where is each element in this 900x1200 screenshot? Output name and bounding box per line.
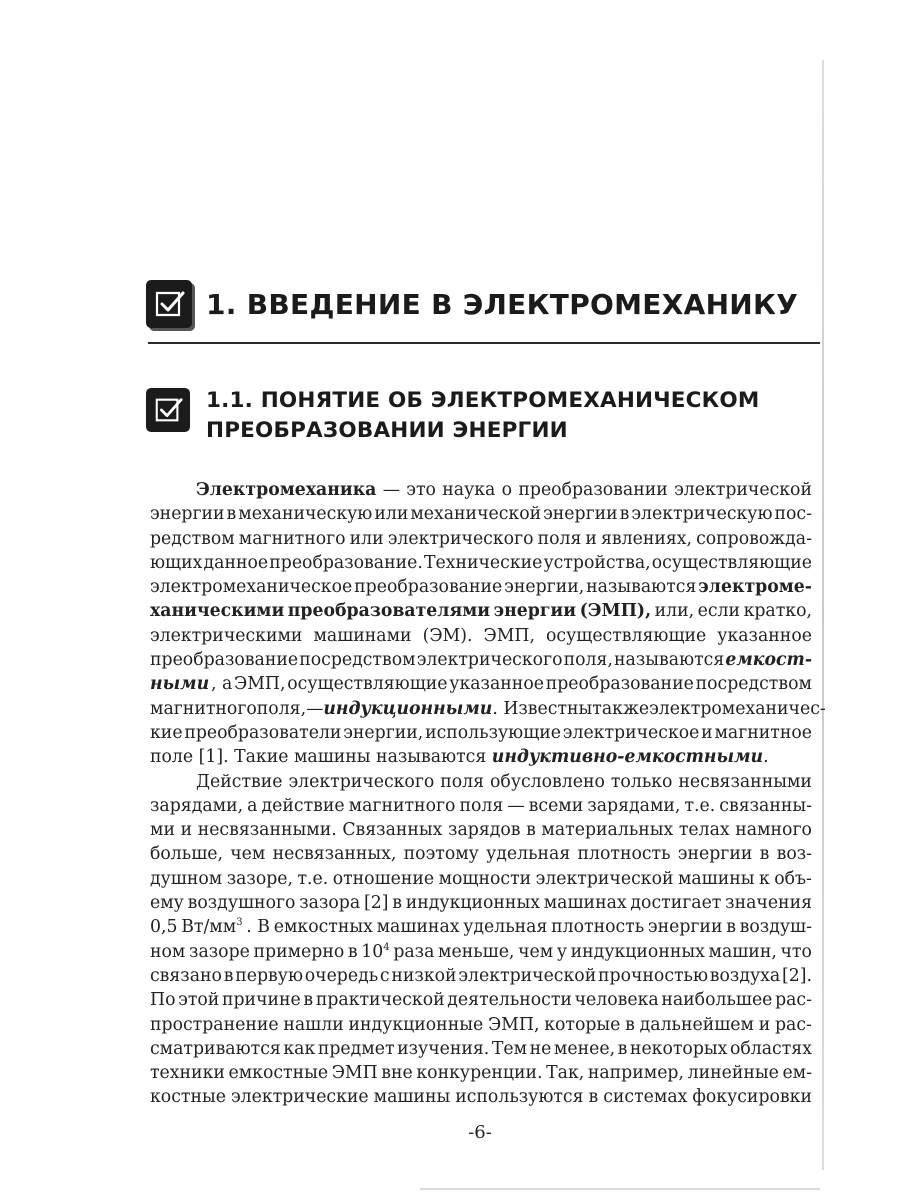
word: зарядов xyxy=(448,820,521,841)
word: Электромеханика xyxy=(196,480,377,500)
word: (ЭМ). xyxy=(422,625,473,646)
word: техники xyxy=(150,1063,225,1084)
word: плотность xyxy=(577,844,671,865)
word: пос- xyxy=(774,504,812,525)
word: кие xyxy=(150,722,183,743)
word: Тем xyxy=(491,1038,528,1059)
word: мощности xyxy=(438,868,532,889)
word: плотность xyxy=(551,917,645,938)
word: . xyxy=(763,747,769,768)
word: поля, xyxy=(256,698,307,719)
word: очередь xyxy=(304,965,379,986)
chapter-heading xyxy=(146,276,822,332)
word: связанны- xyxy=(719,795,812,816)
word: или xyxy=(349,528,384,549)
word: ном xyxy=(150,941,186,962)
word: воздуха xyxy=(709,965,781,986)
word: фокусировки xyxy=(692,1087,812,1108)
word: преобразование xyxy=(150,650,299,671)
word: конкуренции. xyxy=(416,1063,543,1084)
superscript: 4 xyxy=(383,941,390,953)
word: предмет xyxy=(317,1038,395,1059)
word: [2] xyxy=(363,893,389,914)
word: намного xyxy=(735,820,812,841)
word: (ЭМП), xyxy=(579,601,652,622)
text-line xyxy=(150,988,812,1012)
word: электрическими xyxy=(150,625,303,646)
word: несвязанными. xyxy=(197,820,337,841)
word: указанное xyxy=(449,674,544,695)
word: ему xyxy=(150,893,184,914)
word: магнитного xyxy=(150,698,257,719)
word: с xyxy=(379,965,390,986)
word: индукционных xyxy=(405,893,540,914)
section-heading xyxy=(146,386,822,446)
word: или xyxy=(374,504,409,525)
word: поэтому xyxy=(403,844,479,865)
word: практической xyxy=(315,990,445,1011)
word: преобразователями xyxy=(287,601,491,622)
section-title-line: ПРЕОБРАЗОВАНИИ ЭНЕРГИИ xyxy=(206,418,568,443)
word: пространение xyxy=(150,1014,279,1035)
word: По xyxy=(150,990,176,1011)
text-line xyxy=(150,1061,812,1085)
word: вне xyxy=(381,1063,413,1084)
word: в xyxy=(619,504,630,525)
word: электрической xyxy=(535,868,674,889)
word: чем xyxy=(518,941,554,962)
word: как xyxy=(283,1038,316,1059)
word: рас- xyxy=(775,990,812,1011)
word: низкой xyxy=(391,965,457,986)
word: областях xyxy=(729,1038,812,1059)
word: некоторых xyxy=(629,1038,728,1059)
word: в xyxy=(347,941,358,962)
word: электромеханическое xyxy=(150,577,353,598)
text-line xyxy=(150,1013,812,1037)
word: меньше, xyxy=(438,941,515,962)
word: прочностью xyxy=(597,965,709,986)
word: электрическую xyxy=(631,504,773,525)
word: ЭМП, xyxy=(234,674,286,695)
text-line xyxy=(150,964,812,988)
word: ными xyxy=(150,674,210,695)
word: называются xyxy=(586,577,697,598)
word: ем- xyxy=(782,1063,812,1084)
word: в xyxy=(726,917,736,938)
word: ЭМП, xyxy=(487,1014,540,1035)
word: энергии xyxy=(150,504,225,525)
word: электрического xyxy=(288,771,435,792)
word: зазоре xyxy=(189,941,250,962)
word: преобразовании xyxy=(518,480,668,500)
word: данное xyxy=(203,552,269,573)
word: использующие xyxy=(425,722,562,743)
word: ми xyxy=(150,820,175,841)
page-edge-bottom xyxy=(420,1188,820,1190)
word: первую xyxy=(235,965,303,986)
checkbox-check-icon xyxy=(146,280,192,328)
text-line xyxy=(150,648,812,672)
word: зарядами, xyxy=(587,795,681,816)
word: ющих xyxy=(150,552,203,573)
word: костные xyxy=(150,1087,226,1108)
text-line xyxy=(150,575,812,599)
word: в xyxy=(303,990,314,1011)
word: . В xyxy=(246,917,270,938)
word: редством xyxy=(150,528,235,549)
word: преобразование xyxy=(545,674,694,695)
word: магнитное xyxy=(714,722,812,743)
word: электрического xyxy=(416,650,563,671)
word: воздушного xyxy=(187,893,296,914)
word: чем xyxy=(230,844,266,865)
word: воздуш- xyxy=(739,917,812,938)
word: энергии xyxy=(677,844,753,865)
word: объ- xyxy=(774,868,812,889)
word: преобразование. xyxy=(269,552,423,573)
word: машинах xyxy=(376,917,460,938)
word: электромеханичес- xyxy=(649,698,826,719)
superscript: 3 xyxy=(236,917,243,929)
text-line xyxy=(150,697,826,721)
word: $Вт/мм^3$ xyxy=(181,917,243,938)
word: причине xyxy=(221,990,301,1011)
word: преобразование xyxy=(354,577,503,598)
text-line xyxy=(150,672,812,696)
word: индукционными xyxy=(323,698,493,719)
word: этой xyxy=(178,990,220,1011)
word: материальных xyxy=(541,820,674,841)
word: воз- xyxy=(776,844,812,865)
word: электрической xyxy=(458,965,597,986)
word: энергии xyxy=(647,917,723,938)
section-title-line: 1.1. ПОНЯТИЕ ОБ ЭЛЕКТРОМЕХАНИЧЕСКОМ xyxy=(206,388,760,413)
word: например, xyxy=(587,1063,684,1084)
word: связано xyxy=(150,965,222,986)
section-title xyxy=(206,386,760,446)
word: рас- xyxy=(775,1014,812,1035)
chapter-title: 1. ВВЕДЕНИЕ В ЭЛЕКТРОМЕХАНИКУ xyxy=(206,287,799,321)
word: . Известны xyxy=(492,698,593,719)
word: электрическое xyxy=(562,722,700,743)
word: устройства, xyxy=(543,552,651,573)
word: это xyxy=(406,480,436,500)
word: если xyxy=(697,601,741,622)
word: т.е. xyxy=(684,795,716,816)
word: Так, xyxy=(546,1063,585,1084)
word: явлениях, xyxy=(601,528,693,549)
word: индукционных xyxy=(570,941,705,962)
word: в xyxy=(526,820,536,841)
text-line xyxy=(150,478,812,502)
word: душном xyxy=(150,868,223,889)
word: несвязанных, xyxy=(272,844,397,865)
text-line xyxy=(150,1085,812,1109)
word: обусловлено xyxy=(490,771,605,792)
word: и xyxy=(758,1014,771,1035)
word: поля xyxy=(537,528,582,549)
word: — xyxy=(507,795,525,816)
text-line xyxy=(150,940,812,964)
word: примерно xyxy=(253,941,345,962)
word: удельная xyxy=(486,844,571,865)
word: — xyxy=(306,698,324,719)
word: а xyxy=(247,795,258,816)
text-line xyxy=(150,867,812,891)
word: машинах xyxy=(543,893,627,914)
word: Действие xyxy=(196,771,283,792)
word: магнитного xyxy=(238,528,346,549)
word: о xyxy=(501,480,513,500)
word: дальнейшем xyxy=(639,1014,754,1035)
text-line xyxy=(150,842,812,866)
word: только xyxy=(610,771,673,792)
word: энергии, xyxy=(343,722,424,743)
word: поля xyxy=(440,771,485,792)
word: энергии xyxy=(543,504,618,525)
word: преобразователи xyxy=(184,722,342,743)
text-line xyxy=(150,502,812,526)
text-line xyxy=(150,745,812,769)
word: у xyxy=(556,941,567,962)
word: изучения. xyxy=(397,1038,490,1059)
text-line xyxy=(150,721,812,745)
text-line xyxy=(150,527,812,551)
word: поле [1]. Такие машины называются xyxy=(150,747,492,768)
word: индуктивно-емкостными xyxy=(491,747,764,768)
word: достигает xyxy=(630,893,722,914)
page-number: -6- xyxy=(468,1122,492,1143)
word: и xyxy=(701,722,713,743)
word: человека xyxy=(574,990,659,1011)
word: в xyxy=(588,1087,599,1108)
word: к xyxy=(758,868,770,889)
word: в xyxy=(617,1038,628,1059)
word: значения xyxy=(725,893,812,914)
word: поля xyxy=(459,795,504,816)
body-paragraphs xyxy=(150,478,826,1110)
word: указанное xyxy=(717,625,812,646)
word: электрического xyxy=(387,528,534,549)
word: сопровожда- xyxy=(696,528,812,549)
word: используются xyxy=(455,1087,584,1108)
text-line xyxy=(150,915,812,939)
word: и xyxy=(180,820,193,841)
word: посредством xyxy=(695,674,812,695)
word: в xyxy=(226,504,237,525)
word: зарядами, xyxy=(150,795,244,816)
word: менее, xyxy=(553,1038,616,1059)
text-line xyxy=(150,599,812,623)
word: машинами xyxy=(313,625,412,646)
word: системах xyxy=(603,1087,688,1108)
text-line xyxy=(150,624,812,648)
word: ЭМП, xyxy=(483,625,535,646)
word: электрические xyxy=(230,1087,369,1108)
page-edge xyxy=(822,60,824,1170)
word: поля, xyxy=(563,650,613,671)
word: механической xyxy=(410,504,542,525)
word: деятельности xyxy=(447,990,572,1011)
word: кратко, xyxy=(743,601,812,622)
word: магнитного xyxy=(348,795,456,816)
word: отношение xyxy=(332,868,435,889)
word: или, xyxy=(654,601,695,622)
word: что xyxy=(780,941,812,962)
word: и xyxy=(585,528,597,549)
word: не xyxy=(529,1038,552,1059)
word: в xyxy=(392,893,402,914)
word: в xyxy=(223,965,234,986)
word: в xyxy=(625,1014,635,1035)
word: которые xyxy=(544,1014,621,1035)
word: осуществляющие xyxy=(287,674,448,695)
word: электроме- xyxy=(698,577,812,598)
word: удельная xyxy=(463,917,548,938)
word: посредством xyxy=(299,650,416,671)
word: называются xyxy=(614,650,725,671)
chapter-divider xyxy=(148,342,820,344)
word: наука xyxy=(442,480,496,500)
word: осуществляющие xyxy=(651,552,812,573)
word: емкостных xyxy=(273,917,373,938)
text-line xyxy=(150,551,812,575)
text-line xyxy=(150,1037,812,1061)
word: в xyxy=(759,844,770,865)
word: машин, xyxy=(708,941,777,962)
word: осуществляющие xyxy=(546,625,707,646)
word: механическую xyxy=(238,504,373,525)
word: энергии xyxy=(493,601,577,622)
word: машины xyxy=(677,868,755,889)
text-line xyxy=(150,818,812,842)
word: ЭМП xyxy=(331,1063,378,1084)
word: индукционные xyxy=(348,1014,484,1035)
text-line xyxy=(150,770,812,794)
word: зазоре, xyxy=(226,868,294,889)
word: также xyxy=(592,698,650,719)
text-line xyxy=(150,794,812,818)
word: т.е. xyxy=(297,868,329,889)
word: — xyxy=(382,480,400,500)
word: , а xyxy=(210,674,233,695)
word: раза xyxy=(393,941,435,962)
word: действие xyxy=(261,795,345,816)
word: $10^4$ xyxy=(361,941,390,962)
word: [2]. xyxy=(781,965,812,986)
word: наибольшее xyxy=(661,990,773,1011)
word: 0,5 xyxy=(150,917,178,938)
text-line xyxy=(150,891,812,915)
word: Технические xyxy=(423,552,543,573)
word: машины xyxy=(373,1087,451,1108)
word: зазора xyxy=(299,893,361,914)
word: сматриваются xyxy=(150,1038,281,1059)
word: емкост- xyxy=(725,650,812,671)
word: несвязанными xyxy=(678,771,812,792)
checkbox-check-icon xyxy=(146,388,190,432)
word: больше, xyxy=(150,844,223,865)
word: телах xyxy=(678,820,730,841)
word: емкостные xyxy=(228,1063,329,1084)
word: всеми xyxy=(528,795,584,816)
word: ханическими xyxy=(150,601,285,622)
word: нашли xyxy=(283,1014,344,1035)
word: энергии, xyxy=(504,577,585,598)
word: электрической xyxy=(674,480,812,500)
word: линейные xyxy=(687,1063,779,1084)
word: Связанных xyxy=(342,820,443,841)
